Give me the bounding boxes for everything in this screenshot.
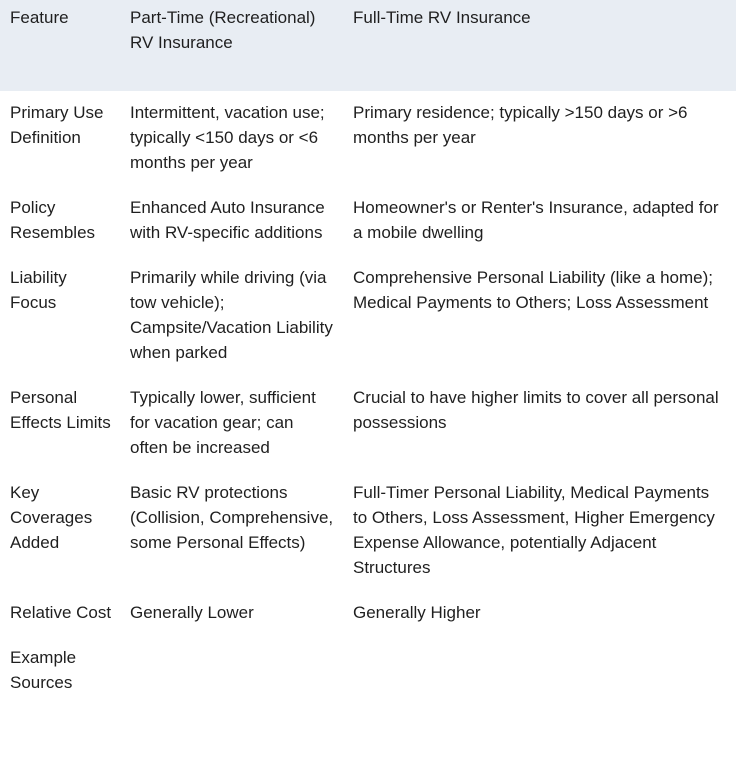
part-time-cell: Typically lower, sufficient for vacation gear; can often be increased	[130, 388, 316, 457]
table-header	[0, 0, 736, 91]
feature-cell: Policy Resembles	[10, 198, 96, 242]
header-full-time: Full-Time RV Insurance	[353, 8, 531, 27]
table-row	[0, 480, 736, 600]
feature-cell: Liability Focus	[10, 268, 67, 312]
full-time-cell: Homeowner's or Renter's Insurance, adapted for a mobile dwelling	[353, 198, 719, 242]
table-row	[0, 645, 736, 715]
feature-cell: Primary Use Definition	[10, 103, 104, 147]
full-time-cell: Crucial to have higher limits to cover all personal possessions	[353, 388, 719, 432]
part-time-cell: Intermittent, vacation use; typically <150 days or <6 months per year	[130, 103, 325, 172]
table-row	[0, 265, 736, 385]
feature-cell: Personal Effects Limits	[10, 388, 111, 432]
full-time-cell: Comprehensive Personal Liability (like a home); Medical Payments to Others; Loss Assessment	[353, 268, 713, 312]
full-time-cell	[343, 645, 736, 715]
part-time-cell	[120, 645, 343, 715]
full-time-cell: Generally Higher	[353, 603, 481, 622]
part-time-cell: Primarily while driving (via tow vehicle); Campsite/Vacation Liability when parked	[130, 268, 333, 362]
feature-cell: Key Coverages Added	[10, 483, 93, 552]
feature-cell: Relative Cost	[10, 603, 112, 622]
header-part-time: Part-Time (Recreational) RV Insurance	[130, 8, 316, 52]
table-row	[0, 385, 736, 480]
part-time-cell: Generally Lower	[130, 603, 254, 622]
table-body	[0, 91, 736, 715]
header-feature: Feature	[10, 8, 69, 27]
table-row	[0, 195, 736, 265]
header-row	[0, 0, 736, 91]
full-time-cell: Primary residence; typically >150 days or >6 months per year	[353, 103, 688, 147]
table-row	[0, 91, 736, 195]
part-time-cell: Enhanced Auto Insurance with RV-specific additions	[130, 198, 325, 242]
table-row	[0, 600, 736, 645]
full-time-cell: Full-Timer Personal Liability, Medical Payments to Others, Loss Assessment, Higher Emergency Expense Allowance, potentially Adjacent Structures	[353, 483, 715, 577]
part-time-cell: Basic RV protections (Collision, Comprehensive, some Personal Effects)	[130, 483, 334, 552]
feature-cell: Example Sources	[10, 648, 77, 692]
